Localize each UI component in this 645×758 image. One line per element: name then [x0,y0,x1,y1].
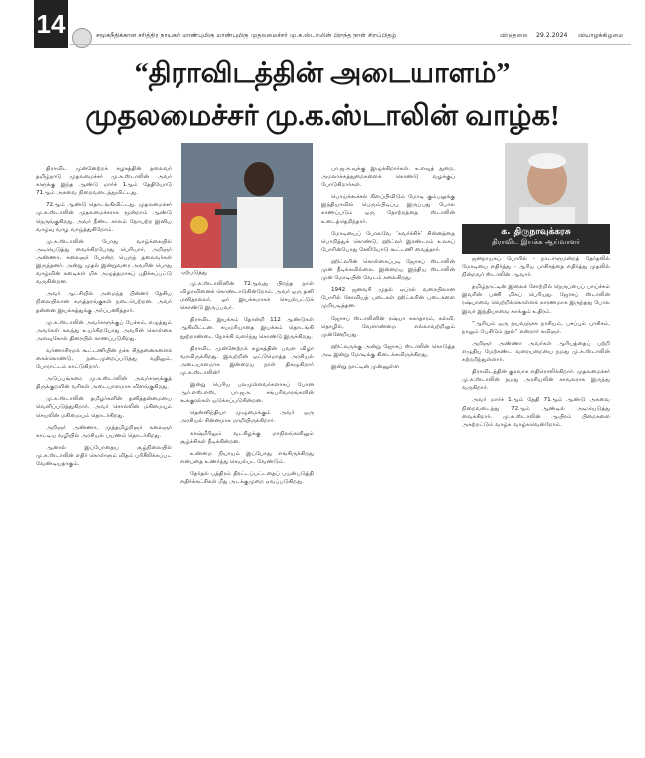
issue-date: 29.2.2024 [536,32,568,39]
author-photo [505,143,588,236]
paragraph: இன்று நாட்டின் முன்னுள்ள [331,363,400,370]
paragraph: மோடியைப் போலவே ‘கவர்ச்சிச்’ சின்னத்தை பொறித்துக் கொண்டு, ஹிட்லர் இரண்டாம் உலகப் போரின்போது சேலியோடு கூட்டணி வைத்தார். [321,230,455,253]
paragraph: அடுப்பங்கரை மு.க.ஸ்டாலின் அவர்களுக்குத் திருக்குறளின் வரிகள் அடையாளமாக விளங்குகிறது. [36,376,172,391]
paragraph: மு.க.ஸ்டாலின் அவர்களுக்குப் பேச்சும், எழுத்தும் அவர்கள் கலந்து உயர்கிறபோது அவரின் கொள்கை அளவுகோல் திரையில் காணப்படுகிறது. [36,319,172,342]
page-number: 14 [34,0,68,48]
article-column-2 [180,280,314,490]
paragraph: ஜனநாயகப் போரில் - நாடாளுமன்றத் தேர்தலில் மோடியை எதிர்த்து - ஆரிய பாசிசத்தை எதிர்த்து முதலில் நின்றவர் ஸ்டாலின் ஆவார். [462,256,610,279]
paragraph: திராவிட இயக்கம் தோன்றி 112 ஆண்டுகள் ஆகிவிட்டன. சுயமரியாதை இயக்கம் தொடங்கி நூற்றாண்டை நோக்கி வளர்ந்து கொண்டு இருக்கிறது. [180,317,314,340]
author-name: க. திருநாவுக்கரசு [501,227,571,237]
paragraph: இன்று பெரிய பலமுள்ளவர்களாகப் போன ஆர்.எஸ்.எஸ், பா.ஜ.க. சங்பரிவாரங்களின் கூக்குரல்கள் ஒடுக்கப்படுகின்றன. [180,382,314,405]
photo-caption: ஏற்படுத்து [181,270,207,276]
paragraph: அவர் ஆட்சியில் அமைந்த பின்னர் தேசிய நிலையிலான கருத்தரங்குகள் நடைபெற்றன. அவர் தன்னை இயக்கத்துக்கு அர்ப்பணித்தார். [36,291,172,314]
headline-line-2: முதலமைச்சர் மு.க.ஸ்டாலின் வாழ்க! [85,100,560,132]
paragraph: பொய்க்கூச்சல் கிளப்பிவிடும் மோடி கும்பலுக்கு இந்தியாவில் பெரும்பிடிப்பு இருப்பது போல காணப்படும் ஒரு தோற்றத்தை ஸ்டாலின் உடைத்தெறிந்தார். [321,194,455,225]
paragraph: “ஆரியம் ஒரு நயவஞ்சக நாசியம், பசப்பும் பாசிசம், நாலும் பேசிடும் நூல்” என்றார் கவிஞர். [462,320,610,335]
headline-line-1: “திராவிடத்தின் அடையாளம்” [134,58,511,89]
chief-minister-photo [181,143,313,268]
paragraph: திராவிட முன்னேற்றக் கழகத்தின் பவள விழா வரவிருக்கிறது. இவற்றின் ஒட்டுமொத்த அரசியல் அடையாளமாக இன்றைய நாள் திகழுகிறார் மு.க.ஸ்டாலின்! [180,345,314,376]
header-rule [70,44,631,45]
paragraph: ஹிட்லரின் கொள்கைப்படி ஜோசப் ஸ்டாலின் முன் நீடிக்கவில்லை. இன்றைய இந்திய ஸ்டாலின் முன் மோடியின் வேடம் கலைகிறது. [321,258,455,282]
page-header [0,0,645,48]
paragraph: தேர்தல் பத்திரம் திரட்டப்பட்டதைப் பயன்படுத்தி எதிர்க்கட்சிகள் மீது அடக்குமுறை ஏவப்படுகிறது. [180,470,314,485]
paragraph: திராவிடத்தின் குரவாக எதிரொலிக்கிறார். முதலமைச்சர் மு.க.ஸ்டாலின் நமது அரசியலின் காவலராக இருந்து வருகிறார். [462,369,610,392]
paragraph: காஷ்மீரிலும் வடகிழக்கு மாநிலங்களிலும் சூழ்ச்சிகள் நீடிக்கின்றன. [180,430,314,445]
paragraph: அறிஞர் அண்ணா, முத்தமிழறிஞர் கலைஞர் காட்டிய வழியில் அரசியல் பயணம் தொடர்கிறது. [36,424,172,439]
paragraph: தென்னிந்தியா முழுமைக்கும் அவர் ஒரு அரசியல் சின்னமாக மாறியிருக்கிறார். [180,410,314,425]
article-column-1 [36,165,172,472]
paragraph: 72ஆம் ஆண்டு தொடங்கிவிட்டது. முதலமைச்சர் மு.க.ஸ்டாலின் முதலமைச்சராக மூன்றாம் ஆண்டு நெருங்குகிறது. அவர் நீண்ட காலம் நோயற்ற இனிய வாழ்வு வாழ வாழ்த்துகிறோம். [36,202,172,233]
paragraph: மு.க.ஸ்டாலின் தமிழர்களின் தனித்தன்மையை வெளிப்படுத்துகிறார். அவர் சொல்லின் மகிமையும் செயலின் மகிமையும் தொடர்கிறது. [36,396,172,419]
paragraph: உண்மை நியாயம் இப்போது எங்கிருக்கிறது என்பதை உணர்ந்து செயல்பட வேண்டும். [180,450,314,465]
author-role: திராவிட இயக்க ஆய்வாளர் [492,238,580,246]
paragraph: மு.க.ஸ்டாலினின் 72ஆவது பிறந்த நாள் விழாவினைக் கொண்டாடுகின்றோம். அவர் ஒரு தனி மனிதரல்லர், ஓர் இயக்கமாகச் செயல்பட்டுக் கொண்டு இருப்பவர். [180,281,314,312]
author-badge [462,224,610,254]
paragraph: ஜோசப் ஸ்டாலினின் ரஷ்யா சுகாதாரம், கல்வி, தொழில், வேளாண்மை எல்லாவற்றிலும் முன்னேறியது. [321,315,455,338]
paragraph: 1942 ஜனவரி முதல் ஏப்ரல் வரையிலான போரில் சோவியத் படைகள் ஹிட்லரின் படைகளை முறியடித்தன. [321,287,455,310]
paragraph: அறிஞர் அண்ணா அவர்கள் ஆரியத்தைப் பற்றி எழுதிய மேற்கண்ட வரையறையை நமது மு.க.ஸ்டாலின் கற்றறிந்துள்ளார். [462,340,610,364]
party-logo-icon [72,28,92,48]
paragraph: வர்ணாசிரமக் கூட்டணியின் நச்சு சிந்தனைகளைக் கைக்கொண்டு, நடைமுறைப்படுத்து வதிலும், போராட்டம் காட்டுகிறார். [36,347,172,371]
paper-name: விடுதலை [500,32,528,39]
paragraph: மு.க.ஸ்டாலின் போது வாழ்க்கையில் அடியெடுத்து வைக்கிறபோது பெரியார், அறிஞர் அண்ணா, கலைஞர் போன்ற பெருந் தலைவர்கள் இருந்தனர். அன்று முதல் இன்றுவரை அவரின் பொது வாழ்வின் கடிைகள் மிக அழுத்தமாகப் பதிக்கப்பட்டு வருகின்றன. [36,238,172,286]
paragraph: திராவிட முன்னேற்றக் கழகத்தின் தலைவர் தமிழ்நாடு முதலமைச்சர் மு.க.ஸ்டாலின் அவர் களுக்கு இந்த ஆண்டு மார்ச் 1ஆம் தேதியோடு 71ஆம் அகவை நிறைவடைந்துவிட்டது. [36,166,172,197]
article-column-3 [321,165,455,375]
paragraph: ஆனால் இப்போதைய சூழ்நிலையில் மு.க.ஸ்டாலின் எதிர் கொள்ளும் விதம் பரிசீலிக்கப்பட வேண்டியதாகும். [36,444,172,467]
paragraph: அவர் மார்ச் 1ஆம் தேதி 71ஆம் ஆண்டு அகவை நிறைவடைந்து 72ஆம் ஆண்டில் அடியெடுத்து வைக்கிறார். மு.க.ஸ்டாலின் ஆயிரம் பிறைகளை அகற்றட்டும் வாழ்க வாழ்கவென்றோம். [462,397,610,428]
article-column-4 [462,255,610,433]
paragraph: தமிழ்நாட்டின் இலைச் சோற்றில் நெருப்பைப் பாய்ச்சும் இவரின் பணி மிகப் பெரியது. ஜோசப் ஸ்டாலின் ரஷ்யாவை வெற்றிக்கொள்ளக் காரணமாக இருந்தது போல இவர் இந்தியாவை காக்கும் உதிரம். [462,284,610,315]
issue-day: வியாழக்கிழமை [578,32,624,39]
paragraph: பா.ஜ.க.வுக்கு இழுக்கிறார்கள். உளவுத் துறை, அமலாக்கத்துறைகளைக் கொண்டு வழக்குப் போடுகிறார்கள். [321,166,455,189]
paragraph: ஹிட்லருக்கு அன்று ஜோசப் ஸ்டாலின் கொடுத்த அடி இன்று மோடிக்கு கிடைக்கவிருக்கிறது. [321,343,455,358]
header-strap: சமூகநீதிக்கான சரித்திர நாயகர் மாண்புமிகு மாண்புமிகு முதலமைச்சர் மு.க.ஸ்டாலின் பிறந்த நாள் சிறப்பிதழ் [96,32,397,39]
